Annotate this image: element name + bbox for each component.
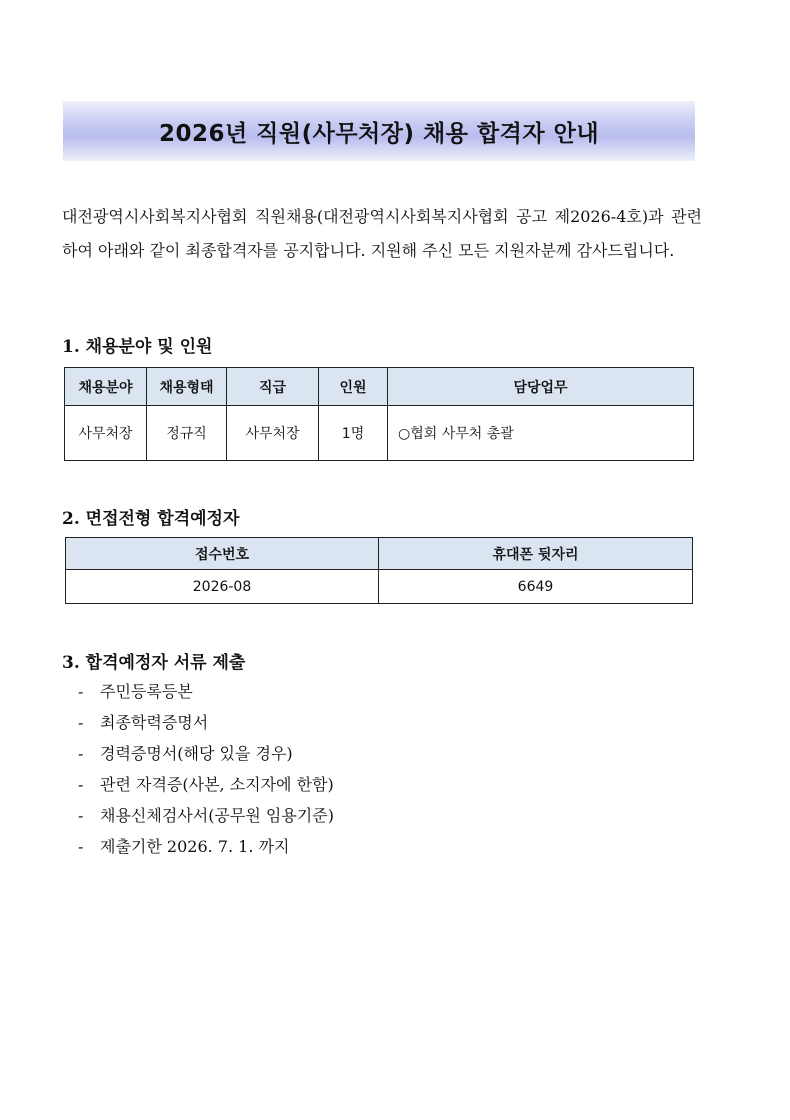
list-bullet: - — [78, 682, 84, 701]
list-item-text: 최종학력증명서 — [100, 713, 209, 732]
list-bullet: - — [78, 775, 84, 794]
cell-type: 정규직 — [147, 406, 227, 461]
list-item — [78, 738, 334, 769]
list-item — [78, 800, 334, 831]
intro-paragraph: 대전광역시사회복지사협회 직원채용(대전광역시사회복지사협회 공고 제2026-4호)과 관련하여 아래와 같이 최종합격자를 공지합니다. 지원해 주신 모든 지원자분께 감사드립니다. — [62, 207, 702, 260]
header-field: 채용분야 — [65, 368, 147, 406]
cell-application-number: 2026-08 — [66, 570, 379, 604]
table-row — [66, 570, 693, 604]
table-header-row — [66, 538, 693, 570]
cell-field: 사무처장 — [65, 406, 147, 461]
page-title: 2026년 직원(사무처장) 채용 합격자 안내 — [158, 120, 600, 147]
header-headcount: 인원 — [319, 368, 388, 406]
header-rank: 직급 — [227, 368, 319, 406]
section-1-heading: 1. 채용분야 및 인원 — [62, 337, 213, 357]
header-phone-last-digits: 휴대폰 뒷자리 — [379, 538, 693, 570]
list-item-text: 주민등록등본 — [100, 682, 193, 701]
list-bullet: - — [78, 744, 84, 763]
cell-rank: 사무처장 — [227, 406, 319, 461]
list-item — [78, 676, 334, 707]
candidate-table — [65, 537, 693, 604]
list-bullet: - — [78, 806, 84, 825]
recruitment-table — [64, 367, 694, 461]
header-application-number: 접수번호 — [66, 538, 379, 570]
cell-duty: ○협회 사무처 총괄 — [388, 406, 694, 461]
section-3-heading: 3. 합격예정자 서류 제출 — [62, 653, 246, 673]
list-item — [78, 769, 334, 800]
table-row — [65, 406, 694, 461]
header-type: 채용형태 — [147, 368, 227, 406]
table-header-row — [65, 368, 694, 406]
list-item-text: 관련 자격증(사본, 소지자에 한함) — [100, 775, 334, 794]
list-item-text: 경력증명서(해당 있을 경우) — [100, 744, 293, 763]
title-banner — [63, 101, 695, 161]
list-bullet: - — [78, 837, 84, 856]
list-item — [78, 707, 334, 738]
cell-headcount: 1명 — [319, 406, 388, 461]
list-item-text: 채용신체검사서(공무원 임용기준) — [100, 806, 334, 825]
cell-phone-last-digits: 6649 — [379, 570, 693, 604]
list-item-text: 제출기한 2026. 7. 1. 까지 — [100, 837, 290, 856]
list-item — [78, 831, 334, 862]
header-duty: 담당업무 — [388, 368, 694, 406]
document-list — [78, 676, 334, 862]
list-bullet: - — [78, 713, 84, 732]
section-2-heading: 2. 면접전형 합격예정자 — [62, 509, 240, 529]
